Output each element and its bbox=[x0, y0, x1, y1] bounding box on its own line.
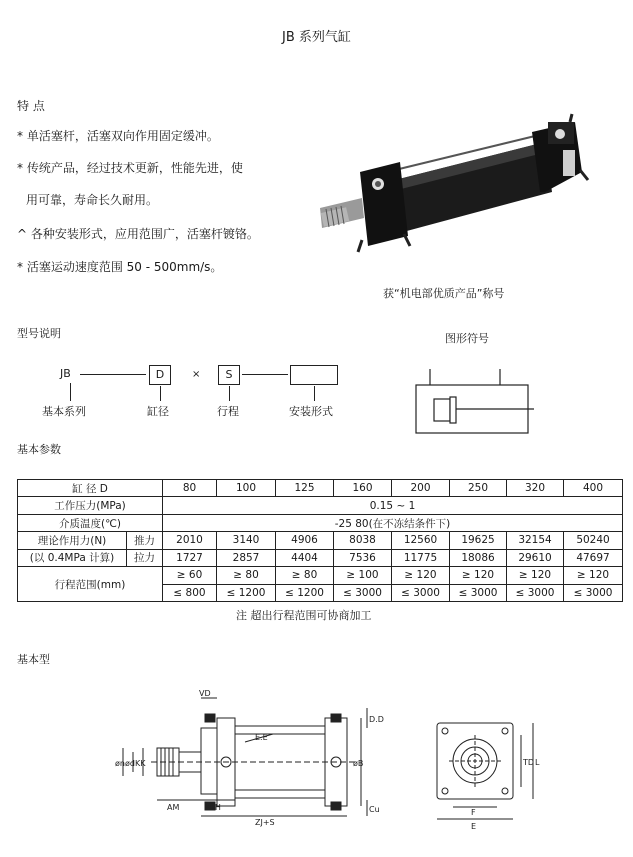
basic-type-heading: 基本型 bbox=[17, 653, 50, 666]
push-cell: 2010 bbox=[163, 532, 217, 549]
stroke-min-cell: ≥ 60 bbox=[163, 567, 217, 584]
stroke-min-cell: ≥ 120 bbox=[507, 567, 564, 584]
model-box-bore: D bbox=[149, 365, 171, 385]
model-line-2 bbox=[242, 374, 288, 375]
push-cell: 4906 bbox=[276, 532, 334, 549]
bore-cell: 400 bbox=[564, 480, 623, 497]
push-cell: 3140 bbox=[217, 532, 276, 549]
pull-cell: 7536 bbox=[334, 549, 392, 566]
stroke-min-cell: ≥ 100 bbox=[334, 567, 392, 584]
symbol-heading: 图形符号 bbox=[445, 332, 489, 345]
feature-item-4: * 活塞运动速度范围 50 - 500mm/s。 bbox=[17, 260, 223, 274]
params-note: 注 超出行程范围可协商加工 bbox=[236, 609, 372, 622]
stroke-max-cell: ≤ 3000 bbox=[392, 584, 450, 601]
dim-phi-b: øB bbox=[353, 759, 364, 768]
model-tick-bore bbox=[160, 386, 161, 401]
dim-e: E bbox=[471, 822, 477, 831]
pull-cell: 18086 bbox=[450, 549, 507, 566]
dim-td: TD bbox=[523, 758, 535, 767]
model-code-prefix: JB bbox=[60, 367, 71, 380]
pull-cell: 29610 bbox=[507, 549, 564, 566]
params-stroke-label: 行程范围(mm) bbox=[18, 567, 163, 602]
params-row-pressure bbox=[18, 497, 623, 514]
params-pressure-value: 0.15 ~ 1 bbox=[163, 497, 623, 514]
model-tick-series bbox=[70, 383, 71, 401]
dim-dd: D.D bbox=[369, 715, 384, 724]
params-row-push bbox=[18, 532, 623, 549]
pull-cell: 1727 bbox=[163, 549, 217, 566]
dim-l: L bbox=[535, 758, 540, 767]
dim-vd: VD bbox=[199, 689, 211, 698]
params-pressure-label: 工作压力(MPa) bbox=[18, 497, 163, 514]
push-cell: 19625 bbox=[450, 532, 507, 549]
feature-item-2-cont: 用可靠，寿命长久耐用。 bbox=[26, 193, 159, 207]
model-label-series: 基本系列 bbox=[42, 405, 86, 418]
params-medium-label: 介质温度(℃) bbox=[18, 514, 163, 531]
params-pull-label: 拉力 bbox=[127, 549, 163, 566]
push-cell: 32154 bbox=[507, 532, 564, 549]
params-row-pull bbox=[18, 549, 623, 566]
stroke-min-cell: ≥ 120 bbox=[392, 567, 450, 584]
pull-cell: 47697 bbox=[564, 549, 623, 566]
stroke-min-cell: ≥ 80 bbox=[217, 567, 276, 584]
push-cell: 50240 bbox=[564, 532, 623, 549]
model-label-bore: 缸径 bbox=[147, 405, 169, 418]
dim-cu: Cu bbox=[369, 805, 380, 814]
stroke-max-cell: ≤ 1200 bbox=[276, 584, 334, 601]
page-title: JB 系列气缸 bbox=[282, 30, 351, 45]
stroke-max-cell: ≤ 3000 bbox=[450, 584, 507, 601]
bore-cell: 200 bbox=[392, 480, 450, 497]
dim-am: AM bbox=[167, 803, 180, 812]
feature-item-1: * 单活塞杆，活塞双向作用固定缓冲。 bbox=[17, 129, 219, 143]
model-label-stroke: 行程 bbox=[217, 405, 239, 418]
stroke-max-cell: ≤ 3000 bbox=[334, 584, 392, 601]
model-heading: 型号说明 bbox=[17, 327, 61, 340]
params-force-label-1: 理论作用力(N) bbox=[18, 532, 127, 549]
model-line-1 bbox=[80, 374, 146, 375]
dim-zs: ZJ+S bbox=[255, 818, 275, 827]
stroke-max-cell: ≤ 3000 bbox=[507, 584, 564, 601]
bore-cell: 250 bbox=[450, 480, 507, 497]
params-push-label: 推力 bbox=[127, 532, 163, 549]
stroke-max-cell: ≤ 800 bbox=[163, 584, 217, 601]
pull-cell: 4404 bbox=[276, 549, 334, 566]
params-bore-label: 缸 径 D bbox=[18, 480, 163, 497]
model-box-stroke: S bbox=[218, 365, 240, 385]
model-times: × bbox=[192, 369, 201, 380]
cylinder-photo bbox=[300, 110, 590, 280]
stroke-min-cell: ≥ 80 bbox=[276, 567, 334, 584]
photo-caption: 获“机电部优质产品”称号 bbox=[383, 287, 505, 300]
model-box-mount bbox=[290, 365, 338, 385]
bore-cell: 80 bbox=[163, 480, 217, 497]
feature-item-3: ^ 各种安装形式，应用范围广，活塞杆镀铬。 bbox=[17, 227, 259, 241]
dim-phi-d: ød bbox=[125, 759, 135, 768]
push-cell: 8038 bbox=[334, 532, 392, 549]
bore-cell: 100 bbox=[217, 480, 276, 497]
params-force-label-2: (以 0.4MPa 计算) bbox=[18, 549, 127, 566]
stroke-min-cell: ≥ 120 bbox=[450, 567, 507, 584]
params-medium-value: -25 80(在不冻结条件下) bbox=[163, 514, 623, 531]
features-heading: 特 点 bbox=[17, 99, 45, 113]
bore-cell: 320 bbox=[507, 480, 564, 497]
feature-item-2: * 传统产品，经过技术更新，性能先进，使 bbox=[17, 161, 243, 175]
bore-cell: 125 bbox=[276, 480, 334, 497]
dim-f: F bbox=[471, 808, 476, 817]
model-tick-mount bbox=[314, 386, 315, 401]
stroke-max-cell: ≤ 1200 bbox=[217, 584, 276, 601]
params-row-bore bbox=[18, 480, 623, 497]
push-cell: 12560 bbox=[392, 532, 450, 549]
params-heading: 基本参数 bbox=[17, 443, 61, 456]
model-label-mount: 安装形式 bbox=[289, 405, 333, 418]
stroke-max-cell: ≤ 3000 bbox=[564, 584, 623, 601]
pull-cell: 11775 bbox=[392, 549, 450, 566]
end-view-drawing bbox=[425, 715, 555, 835]
side-view-drawing bbox=[95, 688, 395, 828]
pull-cell: 2857 bbox=[217, 549, 276, 566]
dim-kk: KK bbox=[135, 759, 146, 768]
params-table bbox=[17, 479, 623, 602]
stroke-min-cell: ≥ 120 bbox=[564, 567, 623, 584]
dim-phi-n: øn bbox=[115, 759, 125, 768]
params-row-stroke-min bbox=[18, 567, 623, 584]
bore-cell: 160 bbox=[334, 480, 392, 497]
params-row-medium bbox=[18, 514, 623, 531]
model-tick-stroke bbox=[229, 386, 230, 401]
cylinder-symbol bbox=[410, 365, 540, 437]
dim-wh: WH bbox=[207, 803, 221, 812]
dim-ee: E.E bbox=[255, 733, 268, 742]
